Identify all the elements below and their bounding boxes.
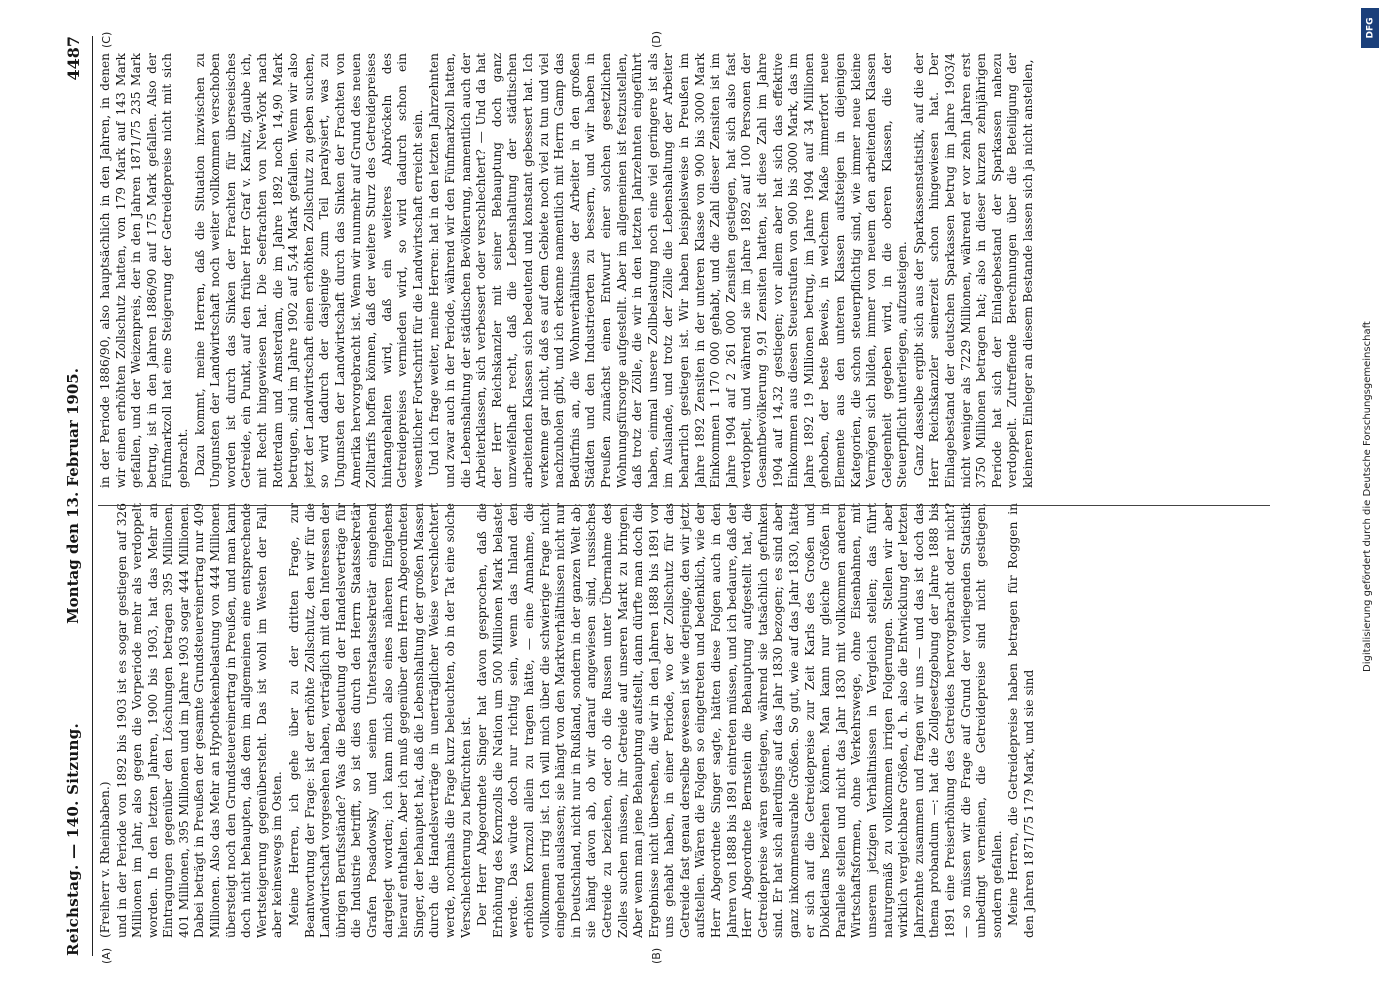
dfg-logo: DFG: [1361, 8, 1379, 48]
paragraph: Und ich frage weiter, meine Herren: hat in den letzten Jahrzehnten und zwar auch in der Periode, während wir den Fünfmarkzoll hatten, die Lebenshaltung der städtischen Bevölkerung, namentlich auch der Arbeiterklassen, sich verbessert oder verschlechtert? — Und da hat der Herr Reichskanzler mit seiner Behauptung doch ganz unzweifelhaft recht, daß die Lebenshaltung der städtischen arbeitenden Klassen sich bedeutend und konstant gebessert hat. Ich verkenne gar nicht, daß es auf dem Gebiete noch viel zu tun und viel nachzuholen gibt, und ich erkenne namentlich mit Herrn Gamp das Bedürfnis an, die Wohnverhältnisse der Arbeiter in den großen Städten und den Industrieorten zu bessern, und wir haben in Preußen zunächst einen Entwurf einer solchen gesetzlichen Wohnungsfürsorge aufgestellt. Aber im allgemeinen ist festzustellen, daß trotz der Zölle, die wir in den letzten Jahrzehnten eingeführt haben, einmal unsere Zollbelastung noch eine viel geringere ist als im Auslande, und trotz der Zölle die Lebenshaltung der Arbeiter beharrlich gestiegen ist. Wir haben beispielsweise in Preußen im Jahre 1892 Zensiten in der unteren Klasse von 900 bis 3000 Mark Einkommen 1 170 000 gehabt, und die Zahl dieser Zensiten ist im Jahre 1904 auf 2 261 000 Zensiten gestiegen, hat sich also fast verdoppelt, und während sie im Jahre 1892 auf 100 Personen der Gesamtbevölkerung 9,91 Zensiten hatten, ist diese Zahl im Jahre 1904 auf 14,32 gestiegen; vor allem aber hat sich das effektive Einkommen aus diesen Steuerstufen von 900 bis 3000 Mark, das im Jahre 1892 19 Millionen betrug, im Jahre 1904 auf 34 Millionen gehoben, der beste Beweis, in welchem Maße immerfort neue Elemente aus den unteren Klassen aufsteigen in diejenigen Kategorien, die schon steuerpflichtig sind, wie immer neue kleine Vermögen sich bilden, immer von neuem den arbeitenden Klassen Gelegenheit gegeben wird, in die oberen Klassen, die der Steuerpflicht unterliegen, aufzusteigen.: [427, 53, 910, 488]
paragraph: Meine Herren, die Getreidepreise haben betragen für Roggen in den Jahren 1871/75 179 Mark, und sie sind: [1006, 503, 1036, 938]
header-page-number: 4487: [64, 36, 83, 81]
paragraph: Meine Herren, ich gehe über zu der dritten Frage, zur Beantwortung der Frage: ist der erhöhte Zollschutz, den wir für die Landwirtschaft vorgesehen haben, verträglich mit den Interessen der übrigen Berufsstände? Was die Bedeutung der Handelsverträge für die Industrie betrifft, so ist dies durch den Herrn Staatssekretär Grafen Posadowsky und seinen Unterstaatssekretär eingehend dargelegt worden; ich kann mich also eines näheren Eingehens hierauf enthalten. Aber ich muß gegenüber dem Herrn Abgeordneten Singer, der behauptet hat, daß die Lebenshaltung der großen Massen durch die Handelsverträge in unerträglicher Weise verschlechtert werde, nochmals die Frage kurz beleuchten, ob in der Tat eine solche Verschlechterung zu befürchten ist.: [287, 503, 473, 938]
right-text-column: [98, 53, 1270, 488]
digitization-sidebar: [1357, 0, 1383, 1000]
rotated-page-content: [10, 23, 1310, 968]
paragraph: Ganz dasselbe ergibt sich aus der Sparkassenstatistik, auf die der Herr Reichskanzler seinerzeit schon hingewiesen hat. Der Einlagebestand der deutschen Sparkassen betrug im Jahre 1903/4 nicht weniger als 7229 Millionen, während er vor zehn Jahren erst 3750 Millionen betragen hat; also in dieser kurzen zehnjährigen Periode hat sich der Einlagebestand der Sparkassen nahezu verdoppelt. Zutreffende Berechnungen über die Beteiligung der kleineren Einleger an diesem Bestande lassen sich ja nicht anstellen,: [911, 53, 1036, 488]
margin-marker-a: (A): [100, 947, 113, 964]
left-text-column: [98, 503, 1270, 938]
column-divider: [98, 505, 1270, 506]
margin-marker-b: (B): [650, 947, 663, 964]
header-date: Montag den 13. Februar 1905.: [64, 368, 82, 624]
paragraph: Der Herr Abgeordnete Singer hat davon gesprochen, daß die Erhöhung des Kornzolls die Nation um 500 Millionen Mark belastet werde. Das würde doch nur richtig sein, wenn das Inland den erhöhten Kornzoll allein zu tragen hätte, — eine Annahme, die vollkommen irrig ist. Ich will mich über die schwierige Frage nicht eingehend auslassen; sie hängt von den Marktverhältnissen nicht nur in Deutschland, nicht nur in Rußland, sondern in der ganzen Welt ab; sie hängt davon ab, ob wir darauf angewiesen sind, russisches Getreide zu beziehen, oder ob die Russen unter Übernahme des Zolles suchen müssen, ihr Getreide auf unseren Markt zu bringen. Aber wenn man jene Behauptung aufstellt, dann dürfte man doch die Ergebnisse nicht übersehen, die wir in den Jahren 1888 bis 1891 vor uns gehabt haben, in einer Periode, wo der Zollschutz für das Getreide fast genau derselbe gewesen ist wie derjenige, den wir jetzt aufstellen. Wären die Folgen so eingetreten und bedenklich, wie der Herr Abgeordnete Singer sagte, hätten diese Folgen auch in den Jahren von 1888 bis 1891 eintreten müssen, und ich bedaure, daß der Herr Abgeordnete Bernstein die Behauptung aufgestellt hat, die Getreidepreise wären gestiegen, während sie tatsächlich gefunken sind. Er hat sich allerdings auf das Jahr 1830 bezogen; es sind aber ganz inkommensurable Größen. So gut, wie auf das Jahr 1830, hätte er sich auf die Getreidepreise zur Zeit Karls des Großen und Diokletians beziehen können. Man kann nur gleiche Größen in Parallele stellen und nicht das Jahr 1830 mit vollkommen anderen Wirtschaftsformen, ohne Verkehrswege, ohne Eisenbahnen, mit unserem jetzigen Verhältnissen in Vergleich stellen; das führt naturgemäß zu vollkommen irrigen Folgerungen. Stellen wir aber wirklich vergleichbare Größen, d. h. also die Entwicklung der letzten Jahrzehnte zusammen und fragen wir uns — und das ist doch das thema probandum —: hat die Zollgesetzgebung der Jahre 1888 bis 1891 eine Preiserhöhung des Getreides hervorgebracht oder nicht? — so müssen wir die Frage auf Grund der vorliegenden Statistik unbedingt verneinen, die Getreidepreise sind nicht gestiegen, sondern gefallen.: [475, 503, 1004, 938]
margin-marker-d: (D): [650, 30, 663, 48]
paragraph: Dazu kommt, meine Herren, daß die Situation inzwischen zu Ungunsten der Landwirtschaft noch weiter vollkommen verschoben worden ist durch das Sinken der Frachten für überseeisches Getreide, ein Punkt, auf den früher Herr Graf v. Kanitz, glaube ich, mit Recht hingewiesen hat. Die Seefrachten von New-York nach Rotterdam und Amsterdam, die im Jahre 1892 noch 14,90 Mark betrugen, sind im Jahre 1902 auf 5,44 Mark gefallen. Wenn wir also jetzt der Landwirtschaft einen erhöhten Zollschutz zu geben suchen, so wird dadurch der dasjenige zum Teil paralysiert, was zu Ungunsten der Landwirtschaft durch das Sinken der Frachten von Amerika hervorgebracht ist. Wenn wir nunmehr auf Grund des neuen Zolltarifs hoffen können, daß der weitere Sturz des Getreidepreises hintangehalten wird, daß ein weiteres Abbröckeln des Getreidepreises vermieden wird, so wird dadurch schon ein wesentlicher Fortschritt für die Landwirtschaft erreicht sein.: [192, 53, 425, 488]
paragraph: und in der Periode von 1892 bis 1903 ist es sogar gestiegen auf 326 Millionen im Jahr, also gegen die Vorperiode mehr als verdoppelt worden. In den letzten Jahren, 1900 bis 1903, hat das Mehr an Eintragungen gegenüber den Löschungen betragen 395 Millionen, 401 Millionen, 395 Millionen und im Jahre 1903 sogar 444 Millionen. Dabei beträgt in Preußen der gesamte Grundsteuereinertrag nur 409 Millionen. Also das Mehr an Hypothekenbelastung von 444 Millionen übersteigt noch den Grundsteuereinertrag in Preußen, und man kann doch nicht behaupten, daß dem im allgemeinen eine entsprechende Wertsteigerung gegenübersteht. Das ist wohl im Westen der Fall, aber keineswegs im Osten.: [114, 503, 285, 938]
funding-notice: Digitalisierung gefördert durch die Deutsche Forschungsgemeinschaft: [1362, 321, 1373, 672]
margin-marker-c: (C): [100, 31, 113, 48]
paragraph: in der Periode 1886/90, also hauptsächlich in den Jahren, in denen wir einen erhöhten Zollschutz hatten, von 179 Mark auf 143 Mark gefallen, und der Weizenpreis, der in den Jahren 1871/75 235 Mark betrug, ist in den Jahren 1886/90 auf 175 Mark gefallen. Also der Fünfmarkzoll hat eine Steigerung der Getreidepreise nicht mit sich gebracht.: [98, 53, 190, 488]
speaker-attribution: (Freiherr v. Rheinbaben.): [98, 781, 112, 938]
page-header: [62, 36, 93, 956]
header-session-title: Reichstag. — 140. Sitzung.: [64, 722, 82, 956]
